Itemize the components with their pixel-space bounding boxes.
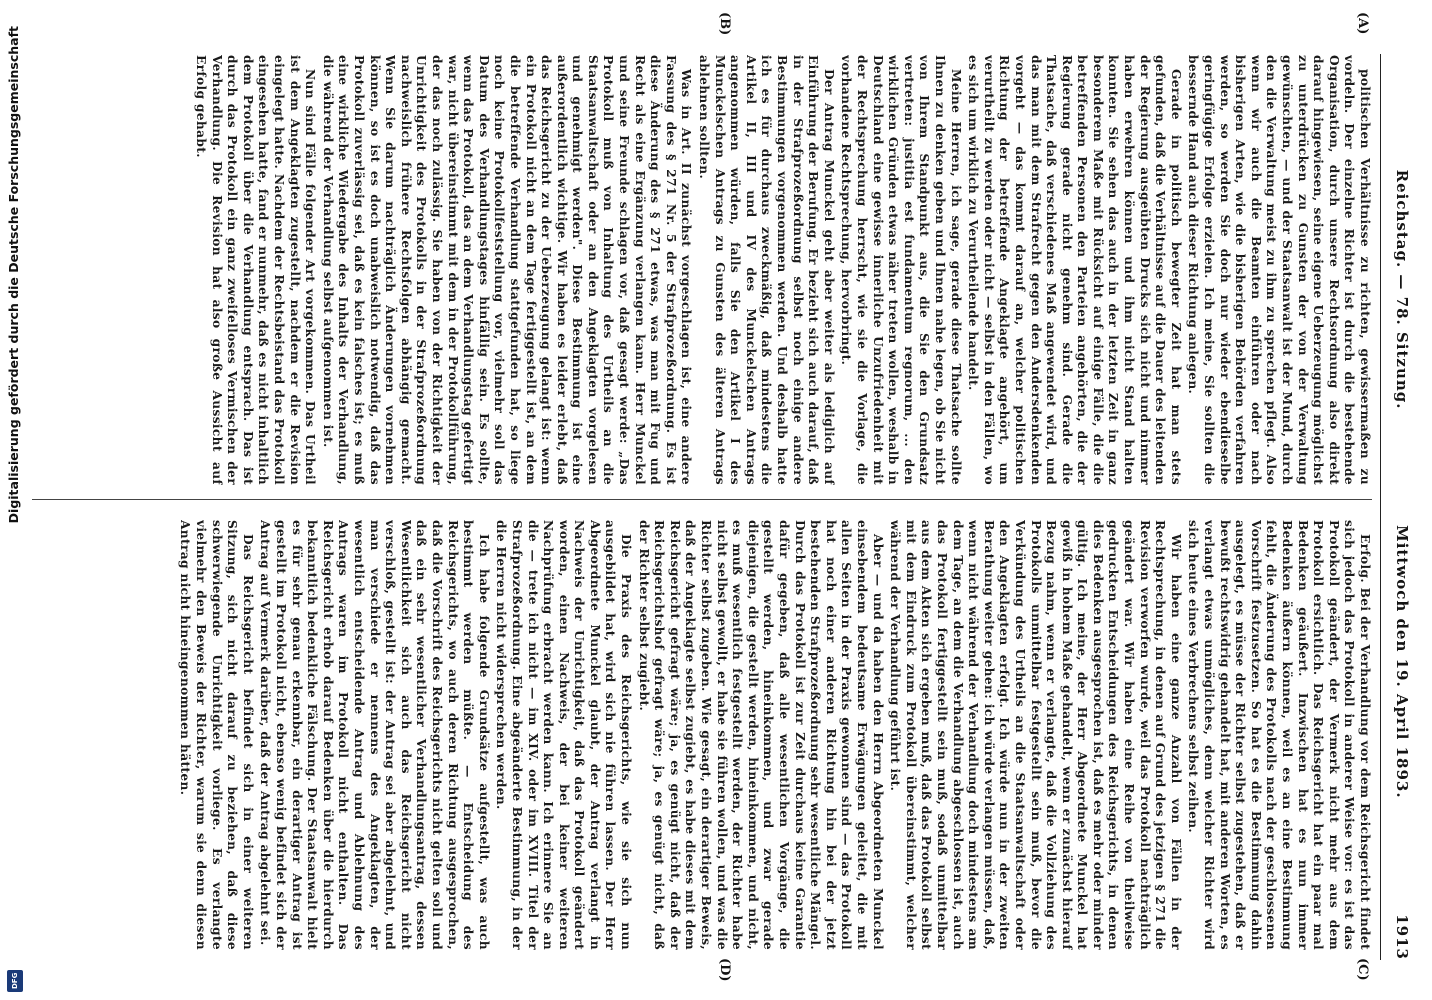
- paragraph: Das Reichsgericht befindet sich in einer weiteren Sitzung, sich nicht darauf zu beziehen, daß diese schwerwiegende Unrichtigkeit vorliege. Es verlangte vielmehr den Beweis der Richter, warum sie denn diesen Antrag nicht hineingenommen hätten.: [178, 520, 255, 950]
- page-header: [1382, 54, 1422, 960]
- paragraph: Ich habe folgende Grundsätze aufgestellt, was auch bestimmt werden müßte. — Entscheidung des Reichsgerichts, wo auch deren Richtung ausgesprochen, daß die Vorschrift des Reichsgerichts nicht gelten soll und daß ein sehr wesentlicher Verhandlungsantrag, dessen Wesentlichkeit sich auch das Reichsgericht nicht verschloß, gestellt ist: der Antrag sei aber abgelehnt, und man verschiede er nennens des Angeklagten, der wesentlich entscheidende Antrag und Ablehnung des Antrags waren im Protokoll nicht enthalten. Das Reichsgericht erhob darauf Bedenken über die hierdurch bekanntlich bedenkliche Fälschung. Der Staatsanwalt hielt es für sehr genau erkennbar, ein derartiger Antrag ist gestellt im Protokoll nicht, ebenso wenig befindet sich der Antrag auf Vermerk darüber, daß der Antrag abgelehnt sei.: [258, 520, 491, 950]
- paragraph: Aber — und da haben den Herrn Abgeordneten Munckel einsebendem bedeutsame Erwägungen geleitet, die mit allen Seiten in der Praxis gewonnen sind — das Protokoll hat noch einer anderen Richtung hin bei der jetzt bestehenden Strafprozeßordnung sehr wesentliche Mängel. Durch das Protokoll ist zur Zeit durchaus keine Garantie dafür gegeben, daß alle wesentlichen Vorgänge, die gestellt werden, hineinkommen, und zwar gerade diejenigen, die gestellt werden, hineinkommen, und nicht, es muß wesentlich festgestellt werden, der Richter habe nicht selbst gewollt, er habe sie führen wollen, und was die Richter selbst zugeben. Wie gesagt, ein derartiger Beweis, daß der Angeklagte selbst zugiebt, es habe dieses mit dem Reichsgericht gefragt wäre; ja, es genügt nicht, daß der Reichsgerichtshof gefragt wäre; ja, es genügt nicht, daß der Richter selbst zugiebt.: [636, 520, 885, 950]
- session-date: Mittwoch den 19. April 1893.: [1393, 525, 1411, 799]
- paragraph: Die Praxis des Reichsgerichts, wie sie sich nun ausgebildet hat, wird sich nie führen lassen. Der Herr Abgeordnete Munckel glaubt, der Antrag verlangt in Nachweis der Unrichtigkeit, daß das Protokoll geändert worden, einen Nachweis, der bei keiner weiteren Nachprüfung erbracht werden kann. Ich erinnere Sie an die — trete ich nicht — im XIV. oder im XVIII. Titel der Strafprozeßordnung. Eine abgeänderte Bestimmung, in der die Herren nicht widersprechen werden.: [494, 520, 634, 950]
- paragraph: Der Antrag Munckel geht aber weiter als lediglich auf Einführung der Berufung. Er bezieht sich auch darauf, daß in der Strafprozeßordnung selbst noch einige andere Bestimmungen vorgenommen werden. Und deshalb hatte ich es für durchaus zweckmäßig, daß mindestens die Artikel II, III und IV des Munckelschen Antrags angenommen würden, falls Sie den Artikel I des Munckelschen Antrags zu Gunsten des älteren Antrags ablehnen sollten.: [697, 55, 836, 485]
- paragraph: Nun sind Fälle folgender Art vorgekommen. Das Urtheil ist dem Angeklagten zugestellt, nachdem er die Revision eingelegt hatte. Nachdem der Rechtsbeistand das Protokoll eingesehen hatte, fand er nunmehr, daß es nicht inhaltlich dem Protokoll über die Verhandlung entsprach. Das ist durch das Protokoll ein ganz zweifelloses Vermischen der Verhandlung. Die Revision hat also große Aussicht auf Erfolg gehabt.: [194, 55, 318, 485]
- text-column-left: [32, 55, 1372, 485]
- dfg-logo-icon: DFG: [7, 970, 23, 992]
- footer-credit-text: Digitalisierung gefördert durch die Deutsche Forschungsgemeinschaft: [6, 26, 21, 524]
- session-title: Reichstag. — 78. Sitzung.: [1393, 169, 1411, 410]
- header-rule: [1380, 54, 1381, 960]
- margin-marker-c: (C): [1355, 958, 1370, 981]
- paragraph: Erfolg. Bei der Verhandlung vor dem Reichsgericht findet sich jedoch das Protokoll in anderer Weise vor: es ist das Protokoll geändert, der Vermerk nicht mehr aus dem Protokoll ersichtlich. Das Reichsgericht hat ein paar mal Bedenken geäußert. Inzwischen hat es nun immer Bedenken äußern können, weil es an eine Bestimmung fehlt, die Änderung des Protokolls nach der geschlossenen Vorschrift festzusetzen. So hat es die Bestimmung dahin ausgelegt, es müsse der Richter selbst zugestehen, daß er bewußt rechtswidrig gehandelt hat, mit anderen Worten, es verlangt etwas unmögliches, denn welcher Richter wird sich heute eines Verbrechens selbst zeihen.: [1186, 520, 1372, 950]
- margin-marker-a: (A): [1355, 12, 1370, 35]
- text-column-right: [32, 520, 1372, 950]
- paragraph: Gerade in politisch bewegter Zeit hat man stets gefunden, daß die Verhältnisse auf die Dauer des leitenden der Regierung ausgeübten Drucks sich nicht und nimmer haben erwehren können und ihm nicht Stand halten konnten. Sie sehen das auch in der letzten Zeit in ganz besonderem Maße mit Rücksicht auf einige Fälle, die die betreffenden Personen den Parteien angehörten, die der Regierung gerade nicht genehm sind. Gerade die Thatsache, daß verschiedenes Maß angewendet wird, und das man mit dem Strafrecht gegen den Andersdenkenden vorgeht — das kommt darauf an, welcher politischen Richtung der betreffende Angeklagte angehört, um verurtheilt zu werden oder nicht — selbst in den Fällen, wo es sich um wirklich zu Verurtheilende handelt.: [966, 55, 1183, 485]
- paragraph: Wir haben eine ganze Anzahl von Fällen in der Rechtsprechung, in denen auf Grund des jetzigen § 271 die Revision verworfen wurde, weil das Protokoll nachträglich geändert war. Wir haben eine Reihe von theilweise gedruckten Entscheidungen des Reichsgerichts, in denen dies Bedenken ausgesprochen ist, daß es mehr oder minder gültig. Ich meine, der Herr Abgeordnete Munckel hat gewiß in hohem Maße gehandelt, wenn er zunächst hierauf Bezug nahm, wenn er verlangte, daß die Vollziehung des Protokolls unmittelbar festgestellt sein muß, bevor die Verkündung des Urtheils an die Staatsanwaltschaft oder den Angeklagten erfolgt. Ich würde nun in der zweiten Berathung weiter gehen: ich würde verlangen müssen, daß, wenn nicht während der Verhandlung doch mindestens am dem Tage, an dem die Verhandlung abgeschlossen ist, auch das Protokoll fertiggestellt sein muß, sodaß unmittelbar aus dem Akten sich ergeben muß, daß das Protokoll selbst mit dem Eindruck zum Protokoll übereinstimmt, welcher während der Verhandlung geführt ist.: [888, 520, 1183, 950]
- margin-marker-d: (D): [717, 958, 732, 982]
- column-divider: [32, 499, 1372, 500]
- paragraph: Meine Herren, ich sage, gerade diese Thatsache sollte Ihnen zu denken geben und Ihnen nahe legen, ob Sie nicht von Ihrem Standpunkt aus, die Sie den Grundsatz vertreten: justitia est fundamentum regnorum, ... den wirklichen Gründen etwas näher treten wollen, weshalb in Deutschland eine gewisse innerliche Unzufriedenheit mit der Rechtsprechung herrscht, wie sie die Vorlage, die vorhandene Rechtsprechung, hervorbringt.: [839, 55, 963, 485]
- page-number: 1913: [1393, 914, 1411, 960]
- margin-marker-b: (B): [717, 12, 732, 36]
- digitization-footer: [2, 0, 28, 1000]
- paragraph: Was in Art. II zunächst vorgeschlagen ist, eine andere Fassung des § 271 Nr. 5 der Strafprozeßordnung. Es ist diese Änderung des § 271 etwas, was man mit Fug und Recht als eine Ergänzung verlangen kann. Herr Munckel und seine Freunde schlagen vor, daß gesagt werde: „Das Protokoll muß von Inhaltung des Urtheils an die Staatsanwaltschaft oder an den Angeklagten vorgelesen und genehmigt werden". Diese Bestimmung ist eine außerordentlich wichtige. Wir haben es leider erlebt, daß das Reichsgericht zu der Ueberzeugung gelangt ist: wenn ein Protokoll nicht an dem Tage fertiggestellt ist, an dem die betreffende Verhandlung stattgefunden hat, so liege noch keine Protokollfeststellung vor, vielmehr soll das Datum des Verhandlungstages hinfällig sein. Es sollte, wenn das Protokoll, das an dem Verhandlungstag gefertigt war, nicht übereinstimmt mit dem in der Protokollführung, der das noch zulässig. Sie haben von der Richtigkeit der Unrichtigkeit des Protokolls in der Strafprozeßordnung nachweislich frühere Rechtsfolgen abhängig gemacht. Wenn Sie darum nachträglich Änderungen vornehmen können, so ist es doch unabweislich notwendig, daß das Protokoll zuverlässig sei, daß es kein falsches ist; es muß eine wirkliche Wiedergabe des Inhalts der Verhandlung, die während der Verhandlung selbst aufgenommen ist.: [320, 55, 694, 485]
- paragraph: politischen Verhältnisse zu richten, gewissermaßen zu vordeln. Der einzelne Richter ist durch die bestehende Organisation, durch unsere Rechtsordnung also direkt darauf hingewiesen, seine eigene Ueberzeugung möglichst zu unterdrücken zu Gunsten der von der Verwaltung gewünschten, — und der Staatsanwalt ist der Mund, durch den die Verwaltung meist zu ihm zu sprechen pflegt. Also wenn wir auch die Beamten einführen oder nach bisherigen Arten, wie die bisherigen Behörden verfahren werden, so werden Sie doch nur wieder ebendieselbe geringfügige Erfolge erzielen. Ich meine, Sie sollten die bessernde Hand auch dieser Richtung anlegen.: [1186, 55, 1372, 485]
